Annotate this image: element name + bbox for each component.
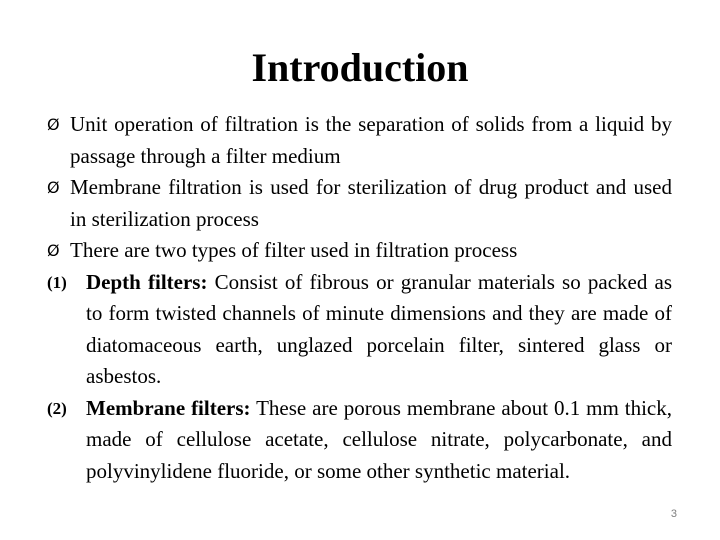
numbered-item-membrane-filters [47, 393, 672, 488]
numbered-item-body [86, 267, 672, 393]
slide-title: Introduction [251, 45, 469, 90]
bullet-text: There are two types of filter used in filtration process [70, 238, 518, 262]
arrow-bullet-icon: Ø [47, 241, 60, 260]
slide-content [47, 109, 672, 487]
bullet-text: Unit operation of filtration is the separation of solids from a liquid by passage through a filter medium [70, 112, 672, 168]
term-description: Consist of fibrous or granular materials so packed as to form twisted channels of minute dimensions and they are made of diatomaceous earth, unglazed porcelain filter, sintered glass or asbestos. [86, 269, 672, 388]
page-number: 3 [670, 508, 677, 520]
term-label: Membrane filters: [86, 395, 251, 420]
arrow-bullet-icon: Ø [47, 178, 60, 197]
numbered-item-depth-filters [47, 267, 672, 393]
item-number: (2) [47, 398, 67, 418]
bullet-item [47, 235, 672, 267]
arrow-bullet-icon: Ø [47, 115, 60, 134]
bullet-item [47, 172, 672, 235]
bullet-text: Membrane filtration is used for sterilization of drug product and used in sterilization process [70, 175, 672, 231]
item-number: (1) [47, 272, 67, 292]
term-label: Depth filters: [86, 269, 208, 294]
term-description: These are porous membrane about 0.1 mm thick, made of cellulose acetate, cellulose nitrate, polycarbonate, and polyvinylidene fluoride, or some other synthetic material. [86, 395, 672, 483]
numbered-item-body [86, 393, 672, 488]
bullet-item [47, 109, 672, 172]
